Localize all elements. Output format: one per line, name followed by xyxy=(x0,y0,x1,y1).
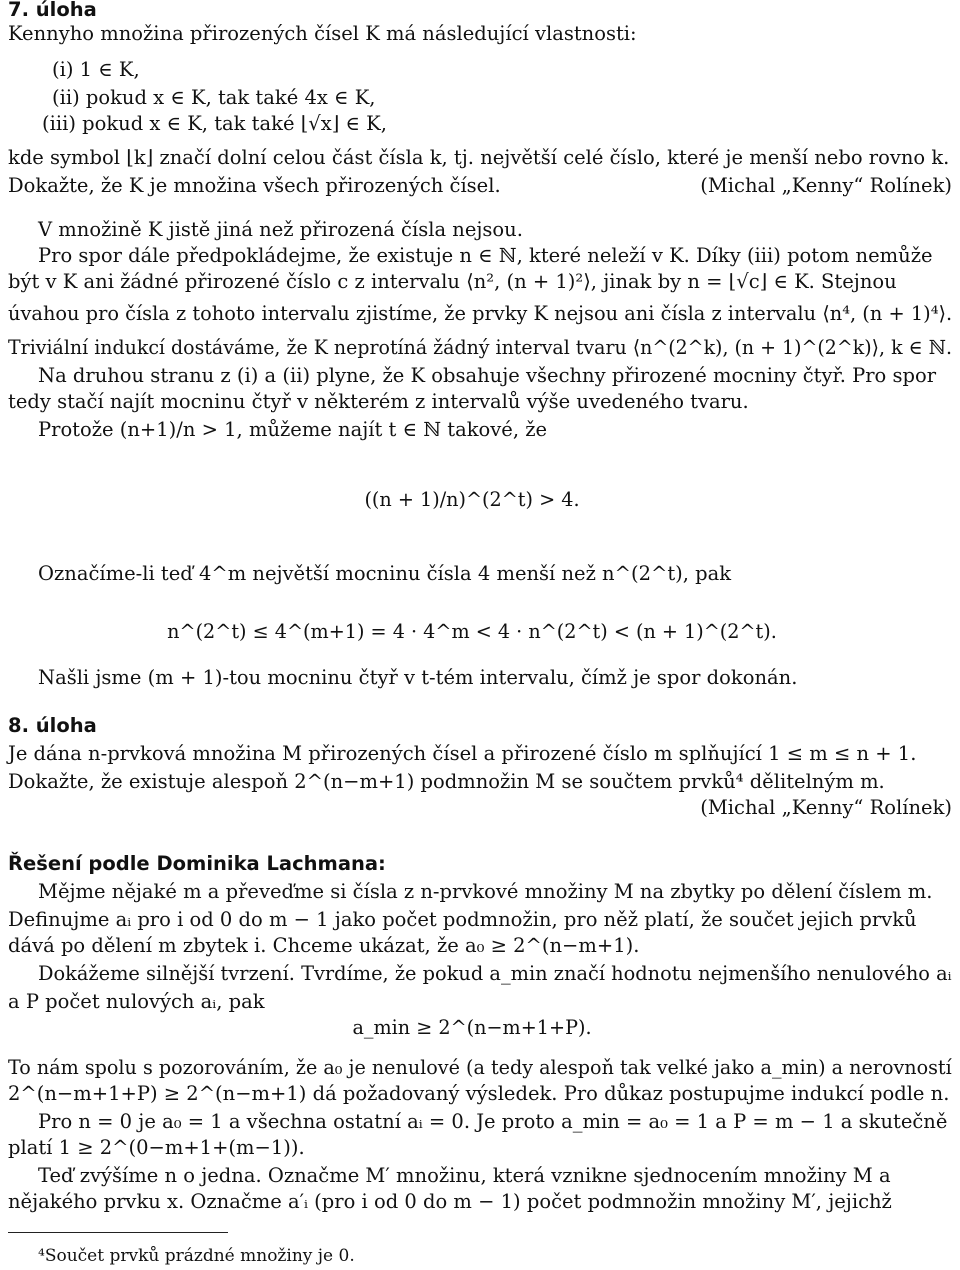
display-equation: ((n + 1)/n)^(2^t) > 4. xyxy=(364,488,580,511)
solution-paragraph: Definujme aᵢ pro i od 0 do m − 1 jako počet podmnožin, pro něž platí, že součet jejich prvků xyxy=(8,908,917,931)
solution-paragraph: nějakého prvku x. Označme a′ᵢ (pro i od 0 do m − 1) počet podmnožin množiny M′, jejichž xyxy=(8,1190,892,1213)
problem8-title: 8. úloha xyxy=(8,714,97,737)
display-equation: a_min ≥ 2^(n−m+1+P). xyxy=(352,1016,592,1039)
solution-paragraph: platí 1 ≥ 2^(0−m+1+(m−1)). xyxy=(8,1136,305,1159)
statement-line: kde symbol ⌊k⌋ značí dolní celou část čísla k, tj. největší celé číslo, které je menší nebo rovno k. xyxy=(8,146,950,169)
solution-heading: Řešení podle Dominika Lachmana: xyxy=(8,852,386,875)
solution-paragraph: Na druhou stranu z (i) a (ii) plyne, že K obsahuje všechny přirozené mocniny čtyř. Pro spor xyxy=(38,364,937,387)
solution-paragraph: V množině K jistě jiná než přirozená čísla nejsou. xyxy=(38,218,523,241)
solution-paragraph: a P počet nulových aᵢ, pak xyxy=(8,990,265,1013)
solution-paragraph: dává po dělení m zbytek i. Chceme ukázat, že a₀ ≥ 2^(n−m+1). xyxy=(8,934,640,957)
footnote-rule xyxy=(8,1232,228,1233)
solution-paragraph: 2^(n−m+1+P) ≥ 2^(n−m+1) dá požadovaný výsledek. Pro důkaz postupujme indukcí podle n. xyxy=(8,1082,950,1105)
condition-ii: (ii) pokud x ∈ K, tak také 4x ∈ K, xyxy=(52,86,376,109)
display-equation: n^(2^t) ≤ 4^(m+1) = 4 · 4^m < 4 · n^(2^t) < (n + 1)^(2^t). xyxy=(167,620,777,643)
solution-paragraph: Pro spor dále předpokládejme, že existuje n ∈ ℕ, které neleží v K. Díky (iii) potom nemůže xyxy=(38,244,933,267)
condition-i: (i) 1 ∈ K, xyxy=(52,58,140,81)
solution-paragraph: úvahou pro čísla z tohoto intervalu zjistíme, že prvky K nejsou ani čísla z intervalu ⟨n⁴, (n + 1)⁴⟩. xyxy=(8,302,953,325)
statement-line: Je dána n-prvková množina M přirozených čísel a přirozené číslo m splňující 1 ≤ m ≤ n + 1. xyxy=(8,742,917,765)
problem7-author: (Michal „Kenny“ Rolínek) xyxy=(700,174,952,197)
solution-paragraph: Dokážeme silnější tvrzení. Tvrdíme, že pokud a_min značí hodnotu nejmenšího nenulového aᵢ xyxy=(38,962,952,985)
solution-paragraph: To nám spolu s pozorováním, že a₀ je nenulové (a tedy alespoň tak velké jako a_min) a nerovností xyxy=(8,1056,952,1079)
problem8-author: (Michal „Kenny“ Rolínek) xyxy=(700,796,952,819)
solution-paragraph: Triviální indukcí dostáváme, že K neprotíná žádný interval tvaru ⟨n^(2^k), (n + 1)^(2^k)⟩, k ∈ ℕ. xyxy=(8,336,952,359)
conclusion: Našli jsme (m + 1)-tou mocninu čtyř v t-tém intervalu, čímž je spor dokonán. xyxy=(38,666,798,689)
problem7-title: 7. úloha xyxy=(8,0,97,21)
footnote: ⁴Součet prvků prázdné množiny je 0. xyxy=(38,1246,355,1266)
solution-paragraph: Teď zvýšíme n o jedna. Označme M′ množinu, která vznikne sjednocením množiny M a xyxy=(38,1164,891,1187)
solution-paragraph: být v K ani žádné přirozené číslo c z intervalu ⟨n², (n + 1)²⟩, jinak by n = ⌊√c⌋ ∈ K. Stejnou xyxy=(8,270,897,293)
problem7-intro: Kennyho množina přirozených čísel K má následující vlastnosti: xyxy=(8,22,637,45)
condition-iii: (iii) pokud x ∈ K, tak také ⌊√x⌋ ∈ K, xyxy=(42,112,387,135)
solution-paragraph: Označíme-li teď 4^m největší mocninu čísla 4 menší než n^(2^t), pak xyxy=(38,562,732,585)
solution-paragraph: Protože (n+1)/n > 1, můžeme najít t ∈ ℕ takové, že xyxy=(38,418,548,441)
solution-paragraph: Pro n = 0 je a₀ = 1 a všechna ostatní aᵢ = 0. Je proto a_min = a₀ = 1 a P = m − 1 a skutečně xyxy=(38,1110,948,1133)
solution-paragraph: Mějme nějaké m a převeďme si čísla z n-prvkové množiny M na zbytky po dělení číslem m. xyxy=(38,880,933,903)
statement-line: Dokažte, že existuje alespoň 2^(n−m+1) podmnožin M se součtem prvků⁴ dělitelným m. xyxy=(8,770,885,793)
statement-line: Dokažte, že K je množina všech přirozených čísel. xyxy=(8,174,501,197)
solution-paragraph: tedy stačí najít mocninu čtyř v některém z intervalů výše uvedeného tvaru. xyxy=(8,390,749,413)
